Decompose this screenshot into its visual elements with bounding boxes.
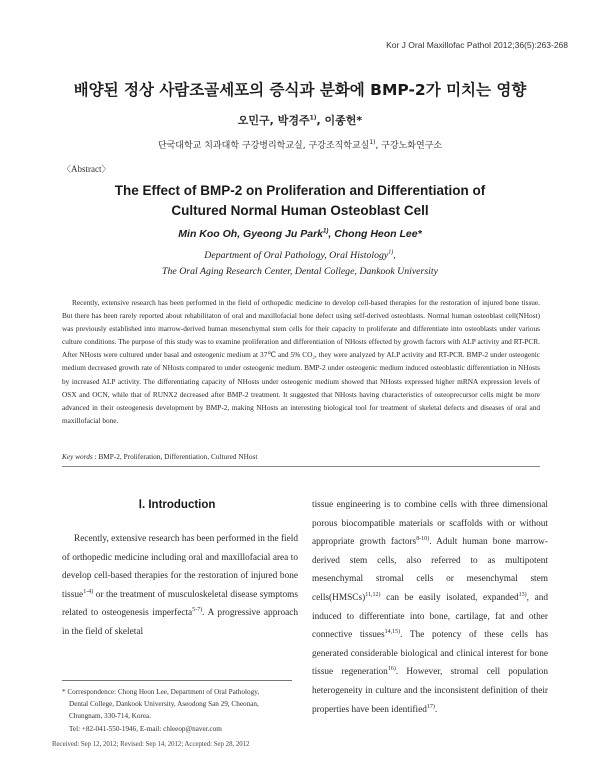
kr-affil-sup: 1) — [369, 139, 376, 146]
english-title — [0, 181, 600, 221]
section-heading-introduction: Ⅰ. Introduction — [138, 499, 216, 511]
intro-left-column — [62, 530, 298, 642]
intro-left-text-3: . A progressive approach in the field of skeletal — [62, 608, 298, 637]
english-affil-line1-text: Department of Oral Pathology, Oral Histology — [204, 250, 389, 261]
intro-left-text-1: Recently, extensive research has been performed in the field of orthopedic medicine including oral and maxillofacial area to develop cell-based therapies for the restoration of injured bone tissue — [62, 534, 298, 600]
author-2-kr-sup: 1) — [309, 114, 317, 122]
footnote-line-1: * Correspondence: Chong Heon Lee, Department of Oral Pathology, — [62, 688, 260, 696]
author-1-kr: 오민구, — [237, 114, 274, 127]
kr-affil-part1: 단국대학교 치과대학 구강병리학교실, — [157, 141, 306, 151]
intro-right-text-3: can be easily isolated, expanded — [380, 592, 519, 603]
keywords — [62, 452, 540, 461]
footnote-line-4: Tel: +82-041-550-1946, E-mail: chleeop@naver.com — [69, 724, 222, 733]
footnote-line-2: Dental College, Dankook University, Aseodong San 29, Cheonan, — [69, 700, 259, 709]
citation: 17) — [426, 703, 435, 710]
footnote-rule — [62, 680, 292, 681]
citation: 13) — [518, 591, 527, 598]
received-dates: Received: Sep 12, 2012; Revised: Sep 14, 2012; Accepted: Sep 28, 2012 — [52, 741, 250, 748]
citation: 11,12) — [365, 591, 381, 598]
korean-affiliation — [0, 138, 600, 151]
author-sep-en: , — [328, 228, 332, 240]
english-affiliation — [0, 248, 600, 280]
citation: 5-7) — [192, 607, 203, 614]
author-1-en: Min Koo Oh, — [178, 228, 241, 240]
keywords-label: Key words — [62, 452, 93, 461]
english-title-line2: Cultured Normal Human Osteoblast Cell — [171, 203, 429, 218]
korean-title: 배양된 정상 사람조골세포의 증식과 분화에 BMP-2가 미치는 영향 — [73, 81, 527, 99]
intro-right-column — [312, 496, 548, 719]
author-2-en-sup: 1) — [323, 228, 329, 235]
abstract-body — [62, 296, 540, 427]
keywords-text: BMP-2, Proliferation, Differentiation, Cultured NHost — [98, 452, 258, 461]
author-3-en: Chong Heon Lee* — [334, 228, 422, 240]
korean-authors — [0, 112, 600, 128]
intro-right-text-6: . However, stromal cell population heterogeneity in culture and the inconsistent definition of their properties have been identified — [312, 667, 548, 715]
english-authors — [0, 228, 600, 240]
english-title-line1: The Effect of BMP-2 on Proliferation and Differentiation of — [114, 183, 486, 198]
english-affil-line2: The Oral Aging Research Center, Dental College, Dankook University — [162, 266, 438, 277]
kr-affil-part2: 구강조직학교실 — [308, 141, 370, 151]
citation: 16) — [387, 666, 396, 673]
intro-left-text-2: or the treatment of musculoskeletal disease symptoms related to osteogenesis imperfecta — [62, 589, 298, 619]
citation: 8-10) — [416, 536, 430, 543]
author-2-en: Gyeong Ju Park — [243, 228, 323, 240]
keywords-sep: : — [92, 452, 99, 461]
intro-paragraph-2 — [312, 496, 548, 719]
english-affil-sup: 1) — [388, 249, 394, 256]
citation: 1-4) — [83, 588, 94, 595]
citation: 14,15) — [384, 629, 401, 636]
abstract-paragraph: Recently, extensive research has been performed in the field of orthopedic medicine to develop cell-based therapies for the restoration of injured bone tissue. But there has been rarely reported about rehabilitaton of oral and maxillofacial bone defect using self-derived osteoblasts. Normal human osteoblast cell(NHost) was previously established into marrow-derived human mesenchymal stem cells for their capacity to proliferate and differentiate into osteoblasts under various culture conditions. The purpose of this study was to examine proliferation and differentiation of NHosts effected by growth factors with ALP activity and RT-PCR. After NHosts were cultured under basal and osteogenic medium at 37℃ and 5% CO₂, they were analyzed by ALP activity and RT-PCR. BMP-2 under osteogenic medium decreased growth rate of NHosts compared to under osteogenic medium. BMP-2 under osteogenic medium induced osteoblastic differentiation in NHosts by increased ALP activity. The differentiating capacity of NHosts under osteogenic medium showed that NHosts expressed higher mRNA expression levels of OSX and OCN, while that of RUNX2 decreased after BMP-2 treatment. It suggested that NHosts having characteristics of osteoprecursor cells might be more advanced in their osteogenesis development by BMP-2, making NHosts an interesting biological tool for treatment of skeletal defects and diseases of oral and maxillofacial bone. — [62, 298, 540, 425]
footnote-line-3: Chungnam, 330-714, Korea. — [69, 712, 152, 721]
intro-right-text-7: . — [434, 704, 438, 715]
abstract-label: 〈Abstract〉 — [62, 164, 111, 174]
author-sep-kr: , — [316, 114, 321, 127]
author-3-kr: 이종헌* — [324, 114, 363, 127]
english-affil-line1-end: , — [393, 250, 396, 261]
journal-reference: Kor J Oral Maxillofac Pathol 2012;36(5):263-268 — [386, 40, 568, 50]
abstract-divider — [62, 466, 540, 467]
correspondence-footnote — [62, 686, 298, 735]
intro-right-text-1: tissue engineering is to combine cells with three dimensional porous biocompatible materials or scaffolds with or without appropriate growth factors — [312, 500, 548, 548]
intro-paragraph-1 — [62, 530, 298, 642]
english-affil-line1 — [0, 248, 600, 264]
intro-right-text-5: . The potency of these cells has generated considerable biological and clinical interest for bone tissue regeneration — [312, 630, 548, 678]
kr-affil-part3: , 구강노화연구소 — [375, 141, 443, 151]
intro-right-text-4: , and induced to differentiate into bone, cartilage, fat and other connective tissues — [312, 592, 548, 641]
intro-right-text-2: . Adult human bone marrow-derived stem cells, also referred to as multipotent mesenchymal stromal cells or mesenchymal stem cells(HMSCs) — [312, 537, 548, 603]
author-2-kr: 박경주 — [277, 114, 310, 127]
